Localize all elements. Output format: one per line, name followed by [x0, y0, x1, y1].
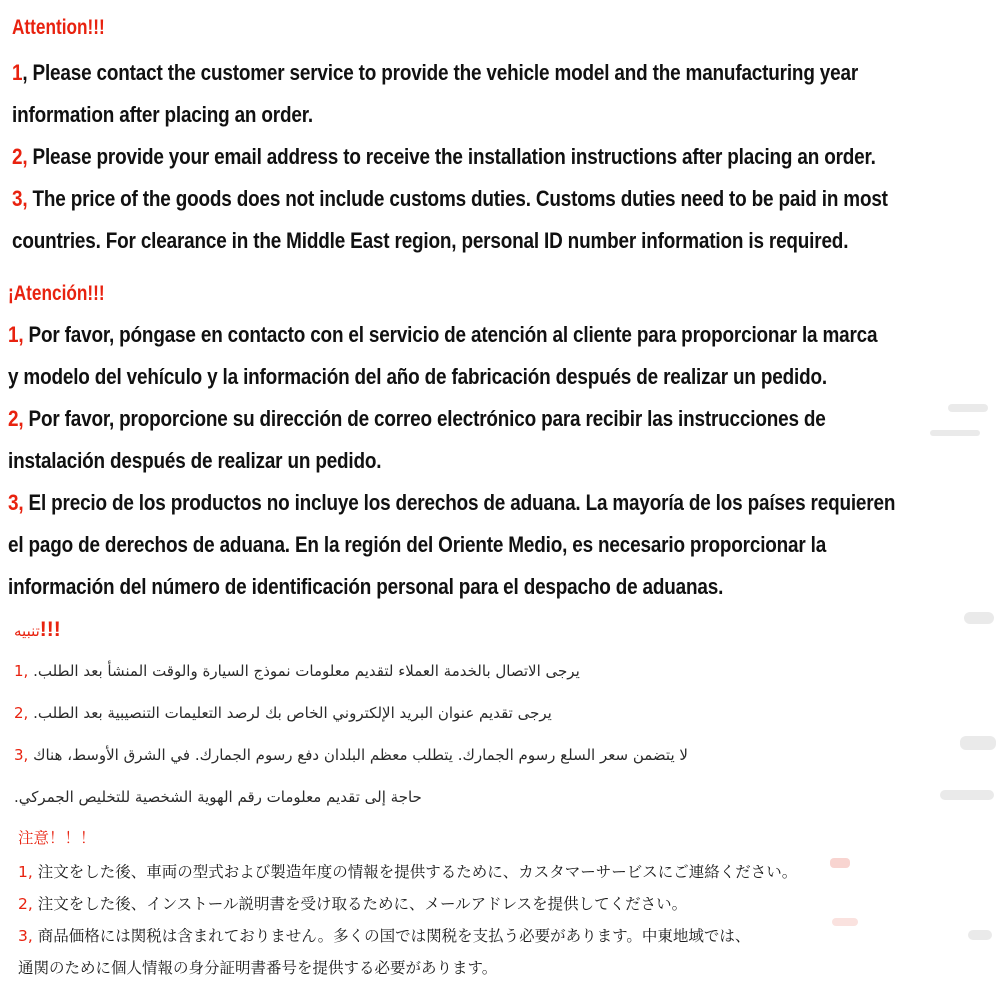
- gray-smudge: [930, 430, 980, 436]
- arabic-item-3-line-2: حاجة إلى تقديم معلومات رقم الهوية الشخصية للتخليص الجمركي.: [14, 788, 422, 806]
- spanish-item-1-line-2: y modelo del vehículo y la información del año de fabricación después de realizar un pedido.: [8, 364, 827, 389]
- arabic-heading-bang: !!!: [39, 618, 61, 641]
- gray-smudge: [948, 404, 988, 412]
- arabic-item-3-line-1: 3, لا يتضمن سعر السلع رسوم الجمارك. يتطلب معظم البلدان دفع رسوم الجمارك. في الشرق الأوسط، هناك: [14, 746, 688, 764]
- english-item-3-line-2: countries. For clearance in the Middle East region, personal ID number information is required.: [12, 228, 849, 253]
- english-item-2-number: 2,: [12, 144, 28, 169]
- arabic-item-2-line-1: 2, يرجى تقديم عنوان البريد الإلكتروني الخاص بك لرصد التعليمات التنصيبية بعد الطلب.: [14, 704, 552, 722]
- gray-smudge: [968, 930, 992, 940]
- japanese-item-3-line-1: 3, 商品価格には関税は含まれておりません。多くの国では関税を支払う必要があります。中東地域では、: [18, 927, 751, 945]
- gray-smudge: [940, 790, 994, 800]
- spanish-item-3-line-3: información del número de identificación personal para el despacho de aduanas.: [8, 574, 724, 599]
- japanese-item-3-number: 3,: [18, 927, 33, 945]
- spanish-item-2-line-2: instalación después de realizar un pedido.: [8, 448, 382, 473]
- red-smudge: [832, 918, 858, 926]
- spanish-item-2-number: 2,: [8, 406, 24, 431]
- spanish-item-1-line-1: 1, Por favor, póngase en contacto con el servicio de atención al cliente para proporcionar la marca: [8, 322, 878, 347]
- spanish-item-3-number: 3,: [8, 490, 24, 515]
- spanish-item-1-number: 1,: [8, 322, 24, 347]
- arabic-item-2-number: 2,: [14, 704, 29, 722]
- spanish-item-3-line-1: 3, El precio de los productos no incluye los derechos de aduana. La mayoría de los países requieren: [8, 490, 896, 515]
- english-item-1-number: 1: [12, 60, 23, 85]
- english-item-3-number: 3,: [12, 186, 28, 211]
- english-item-2-line-1: 2, Please provide your email address to receive the installation instructions after placing an order.: [12, 144, 876, 169]
- japanese-item-2-number: 2,: [18, 895, 33, 913]
- arabic-item-3-number: 3,: [14, 746, 29, 764]
- english-item-1-line-1: 1, Please contact the customer service to provide the vehicle model and the manufacturing year: [12, 60, 859, 85]
- english-item-3-line-1: 3, The price of the goods does not include customs duties. Customs duties need to be paid in most: [12, 186, 888, 211]
- gray-smudge: [960, 736, 996, 750]
- japanese-item-2-line-1: 2, 注文をした後、インストール説明書を受け取るために、メールアドレスを提供してください。: [18, 895, 688, 913]
- arabic-item-1-number: 1,: [14, 662, 29, 680]
- red-smudge: [830, 858, 850, 868]
- japanese-item-1-line-1: 1, 注文をした後、車両の型式および製造年度の情報を提供するために、カスタマーサービスにご連絡ください。: [18, 863, 798, 881]
- arabic-heading: [14, 618, 61, 642]
- arabic-item-1-line-1: 1, يرجى الاتصال بالخدمة العملاء لتقديم معلومات نموذج السيارة والوقت المنشأ بعد الطلب.: [14, 662, 580, 680]
- arabic-heading-word: تنبيه: [14, 622, 40, 640]
- spanish-heading: ¡Atención!!!: [8, 282, 105, 305]
- japanese-item-1-number: 1,: [18, 863, 33, 881]
- japanese-item-3-line-2: 通関のために個人情報の身分証明書番号を提供する必要があります。: [18, 959, 498, 977]
- gray-smudge: [964, 612, 994, 624]
- spanish-item-2-line-1: 2, Por favor, proporcione su dirección de correo electrónico para recibir las instrucciones de: [8, 406, 826, 431]
- spanish-item-3-line-2: el pago de derechos de aduana. En la región del Oriente Medio, es necesario proporcionar la: [8, 532, 827, 557]
- japanese-heading: 注意！！！: [18, 829, 96, 847]
- english-item-1-line-2: information after placing an order.: [12, 102, 313, 127]
- english-heading: Attention!!!: [12, 16, 105, 39]
